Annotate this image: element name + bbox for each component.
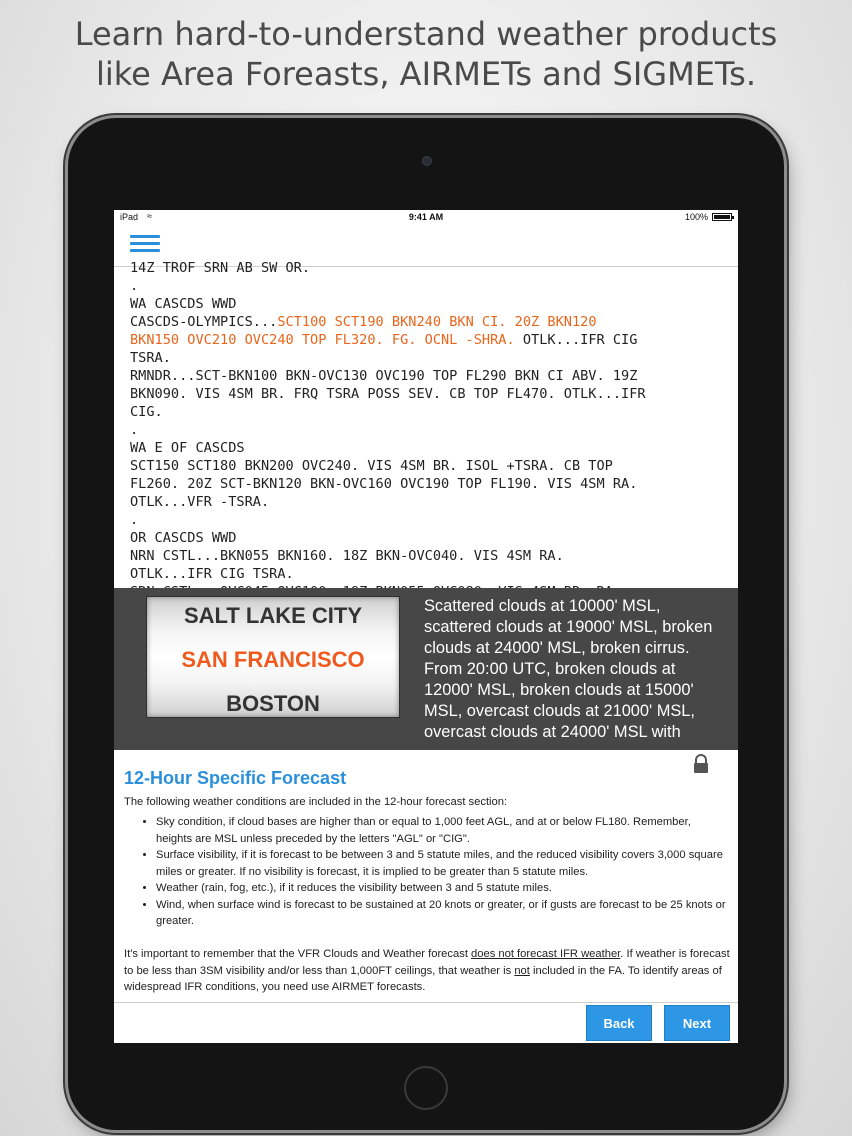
forecast-line [130,313,728,331]
lesson-intro: The following weather conditions are included in the 12-hour forecast section: [124,796,508,808]
forecast-segment: OR CASCDS WWD [130,530,237,546]
forecast-segment: NRN CSTL...BKN055 BKN160. 18Z BKN-OVC040. VIS 4SM RA. [130,548,564,564]
forecast-line [130,331,728,349]
camera-icon [422,156,432,166]
closing-emphasis: not [514,964,530,977]
forecast-highlight: BKN150 OVC210 OVC240 TOP FL320. FG. OCNL -SHRA. [130,332,515,348]
status-time: 9:41 AM [408,212,444,222]
forecast-segment: WA CASCDS WWD [130,296,237,312]
forecast-segment: BKN090. VIS 4SM BR. FRQ TSRA POSS SEV. CB TOP FL470. OTLK...IFR [130,386,646,402]
forecast-segment: CIG. [130,404,163,420]
city-option[interactable]: SALT LAKE CITY [183,603,363,628]
headline-line-1: Learn hard-to-understand weather products [74,15,778,53]
carrier-label: iPad [120,212,139,222]
ipad-device-frame [68,118,784,1130]
closing-text: It's important to remember that the VFR Clouds and Weather forecast [124,948,472,960]
forecast-line [130,547,728,565]
forecast-line [130,439,728,457]
forecast-segment: SCT150 SCT180 BKN200 OVC240. VIS 4SM BR. ISOL +TSRA. CB TOP [130,458,613,474]
headline-line-2: like Area Foreasts, AIRMETs and SIGMETs. [96,55,756,93]
lesson-closing-paragraph [124,946,730,996]
forecast-line [130,349,728,367]
decoded-forecast-text: Scattered clouds at 10000' MSL, scattered clouds at 19000' MSL, broken clouds at 24000' MSL, broken cirrus. From 20:00 UTC, broken clouds at 12000' MSL, broken clouds at 15000' MSL, overcast clouds at 21000' MSL, overcast clouds at 24000' MSL with [424,597,713,741]
forecast-segment: . [130,278,139,294]
battery-percent: 100% [684,212,708,222]
back-button[interactable]: Back [586,1005,652,1041]
closing-emphasis: does not forecast IFR weather [471,948,621,960]
forecast-segment: TSRA. [130,350,171,366]
forecast-line [130,421,728,439]
area-forecast-panel[interactable] [114,260,738,588]
battery-icon [712,213,732,221]
lesson-bullet-list [124,814,730,930]
forecast-segment: . [130,512,139,528]
city-option[interactable]: BOSTON [226,691,320,716]
forecast-segment: OTLK...IFR CIG TSRA. [130,566,294,582]
list-item: • Sky condition, if cloud bases are higher than or equal to 1,000 feet AGL, and at or below FL180. Remember, heights are MSL unless preceded by the letters "AGL" or "CIG". [156,814,730,847]
forecast-line [130,565,728,583]
forecast-line [130,403,728,421]
forecast-line [130,367,728,385]
list-item: • Weather (rain, fog, etc.), if it reduces the visibility between 3 and 5 statute miles. [156,880,730,897]
city-picker[interactable] [146,596,400,718]
forecast-segment: OTLK...IFR CIG [514,332,638,348]
area-forecast-text [130,259,728,601]
list-item: • Surface visibility, if it is forecast to be between 3 and 5 statute miles, and the reduced visibility covers 3,000 square miles or greater. If no visibility is forecast, it is implied to be greater than 5 statute miles. [156,847,730,880]
forecast-line [130,511,728,529]
closing-text: included in the FA. To identify areas of widespread IFR conditions, you need use AIRMET forecasts. [124,964,722,993]
forecast-line [130,295,728,313]
promo-headline [0,14,852,94]
forecast-line [130,529,728,547]
home-button[interactable] [404,1066,448,1110]
closing-text: . If weather is forecast to be less than 3SM visibility and/or less than 1,000FT ceilings, that weather is [124,948,730,977]
wifi-icon: ≈ [147,211,152,221]
forecast-line [130,259,728,277]
forecast-segment: OTLK...VFR -TSRA. [130,494,270,510]
footer-toolbar [114,1002,738,1043]
forecast-highlight: SCT100 SCT190 BKN240 BKN CI. 20Z BKN120 [277,314,597,330]
forecast-line [130,457,728,475]
forecast-segment: RMNDR...SCT-BKN100 BKN-OVC130 OVC190 TOP FL290 BKN CI ABV. 19Z [130,368,638,384]
forecast-line [130,385,728,403]
list-item: • Wind, when surface wind is forecast to be sustained at 20 knots or greater, or if gusts are forecast to be 25 knots or greater. [156,897,730,930]
forecast-line [130,475,728,493]
forecast-segment: . [130,422,139,438]
app-screen [114,210,738,1042]
forecast-segment: 14Z TROF SRN AB SW OR. [130,260,311,276]
forecast-line [130,277,728,295]
lock-icon [692,754,710,774]
hamburger-menu-icon[interactable] [130,235,160,257]
lesson-title: 12-Hour Specific Forecast [124,768,347,788]
status-bar [114,210,738,226]
forecast-segment: WA E OF CASCDS [130,440,245,456]
decoder-panel [114,588,738,750]
city-option-selected[interactable]: SAN FRANCISCO [181,647,365,672]
forecast-line [130,493,728,511]
forecast-segment: CASCDS-OLYMPICS... [130,314,278,330]
lesson-content[interactable] [114,750,738,1002]
forecast-segment: FL260. 20Z SCT-BKN120 BKN-OVC160 OVC190 TOP FL190. VIS 4SM RA. [130,476,638,492]
next-button[interactable]: Next [664,1005,730,1041]
